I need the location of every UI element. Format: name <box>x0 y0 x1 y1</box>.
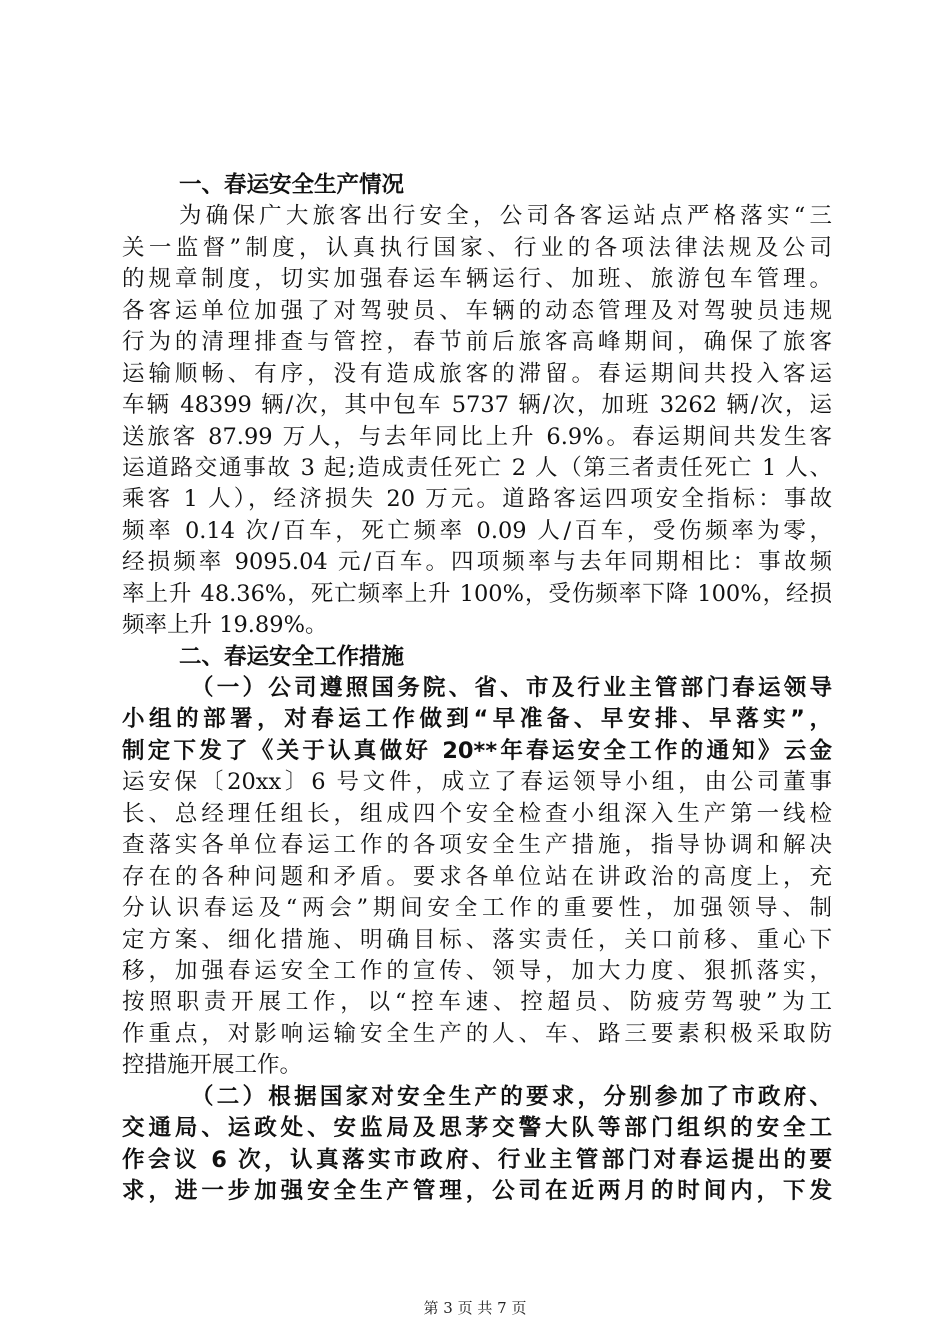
paragraph-line: 运道路交通事故 3 起;造成责任死亡 2 人（第三者责任死亡 1 人、 <box>122 454 832 481</box>
paragraph-line: 车辆 48399 辆/次，其中包车 5737 辆/次，加班 3262 辆/次，运 <box>122 392 832 419</box>
paragraph-line: 制定下发了《关于认真做好 20**年春运安全工作的通知》云金 <box>122 737 832 764</box>
paragraph-line: 经损频率 9095.04 元/百车。四项频率与去年同期相比：事故频 <box>122 549 832 576</box>
page-footer: 第 3 页 共 7 页 <box>423 1299 527 1317</box>
paragraph-line: 各客运单位加强了对驾驶员、车辆的动态管理及对驾驶员违规 <box>122 297 832 324</box>
paragraph-line: 率上升 48.36%，死亡频率上升 100%，受伤频率下降 100%，经损 <box>122 580 832 607</box>
paragraph-line: 运安保〔20xx〕6 号文件，成立了春运领导小组，由公司董事 <box>122 769 832 796</box>
paragraph-line: 存在的各种问题和矛盾。要求各单位站在讲政治的高度上，充 <box>122 863 832 890</box>
paragraph-line: （二）根据国家对安全生产的要求，分别参加了市政府、 <box>191 1083 832 1110</box>
paragraph-line: 分认识春运及“两会”期间安全工作的重要性，加强领导、制 <box>122 895 832 922</box>
paragraph-line: （一）公司遵照国务院、省、市及行业主管部门春运领导 <box>191 675 832 701</box>
paragraph-line: 运输顺畅、有序，没有造成旅客的滞留。春运期间共投入客运 <box>122 360 832 387</box>
paragraph-line: 频率 0.14 次/百车，死亡频率 0.09 人/百车，受伤频率为零， <box>122 517 832 544</box>
paragraph-line: 作重点，对影响运输安全生产的人、车、路三要素积极采取防 <box>122 1020 832 1047</box>
paragraph-line: 送旅客 87.99 万人，与去年同比上升 6.9%。春运期间共发生客 <box>122 423 832 450</box>
section-heading-1: 一、春运安全生产情况 <box>179 172 405 198</box>
paragraph-line: 乘客 1 人），经济损失 20 万元。道路客运四项安全指标：事故 <box>122 486 832 513</box>
paragraph-line: 作会议 6 次，认真落实市政府、行业主管部门对春运提出的要 <box>122 1146 832 1173</box>
paragraph-line: 求，进一步加强安全生产管理，公司在近两月的时间内，下发 <box>122 1178 832 1204</box>
document-body <box>122 170 832 1207</box>
paragraph-line: 的规章制度，切实加强春运车辆运行、加班、旅游包车管理。 <box>122 266 832 293</box>
paragraph-line: 按照职责开展工作，以“控车速、控超员、防疲劳驾驶”为工 <box>122 989 832 1016</box>
paragraph-line: 小组的部署，对春运工作做到“早准备、早安排、早落实”， <box>122 706 832 733</box>
paragraph-line: 移，加强春运安全工作的宣传、领导，加大力度、狠抓落实， <box>122 957 832 984</box>
paragraph-line: 为确保广大旅客出行安全，公司各客运站点严格落实“三 <box>179 203 832 230</box>
paragraph-line: 频率上升 19.89%。 <box>122 612 328 639</box>
paragraph-line: 交通局、运政处、安监局及思茅交警大队等部门组织的安全工 <box>122 1115 832 1142</box>
paragraph-line: 控措施开展工作。 <box>122 1052 303 1079</box>
paragraph-line: 查落实各单位春运工作的各项安全生产措施，指导协调和解决 <box>122 832 832 859</box>
paragraph-line: 长、总经理任组长，组成四个安全检查小组深入生产第一线检 <box>122 800 832 827</box>
paragraph-line: 定方案、细化措施、明确目标、落实责任，关口前移、重心下 <box>122 926 832 953</box>
paragraph-line: 行为的清理排查与管控，春节前后旅客高峰期间，确保了旅客 <box>122 329 832 356</box>
section-heading-2: 二、春运安全工作措施 <box>179 643 405 670</box>
paragraph-line: 关一监督”制度，认真执行国家、行业的各项法律法规及公司 <box>122 234 832 261</box>
